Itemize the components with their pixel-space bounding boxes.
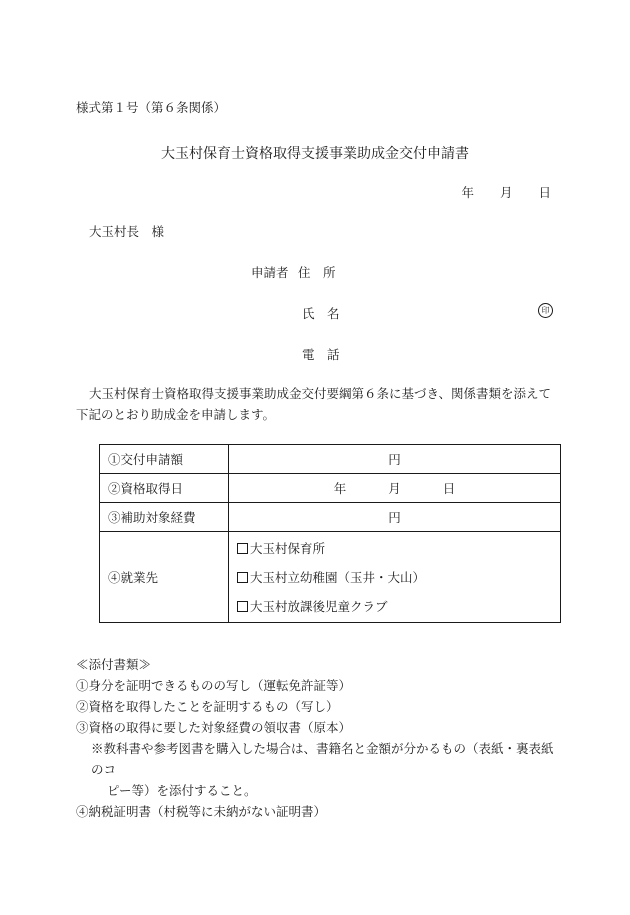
eligible-expense-label: ③補助対象経費	[100, 503, 229, 532]
table-row	[100, 503, 561, 532]
date-year: 年	[461, 185, 474, 200]
qual-day: 日	[442, 481, 456, 496]
form-number: 様式第１号（第６条関係）	[76, 100, 227, 115]
amount-label: ①交付申請額	[100, 445, 229, 474]
date-month: 月	[499, 185, 513, 200]
qualification-date-field[interactable]	[229, 474, 561, 503]
option-label: 大玉村立幼稚園（玉井・大山）	[250, 569, 426, 585]
attachments-section	[76, 654, 561, 822]
attachments-header: ≪添付書類≫	[76, 657, 152, 672]
application-details-table	[99, 444, 561, 623]
yen-unit: 円	[388, 452, 401, 467]
option-label: 大玉村放課後児童クラブ	[250, 598, 388, 614]
checkbox-icon[interactable]	[237, 543, 248, 554]
option-label: 大玉村保育所	[250, 540, 326, 556]
seal-mark: 印	[538, 303, 553, 318]
applicant-label: 申請者	[251, 265, 289, 280]
attachment-item-1: ①身分を証明できるものの写し（運転免許証等）	[76, 678, 352, 693]
table-row	[100, 474, 561, 503]
page-title: 大玉村保育士資格取得支援事業助成金交付申請書	[161, 146, 469, 162]
checkbox-icon[interactable]	[237, 572, 248, 583]
addressee: 大玉村長 様	[89, 224, 165, 239]
checkbox-icon[interactable]	[237, 601, 248, 612]
date-day: 日	[538, 185, 551, 200]
attachment-note-line-1: ※教科書や参考図書を購入した場合は、書籍名と金額が分かるもの（表紙・裏表紙のコ	[91, 741, 554, 777]
workplace-option-afterschool[interactable]	[237, 592, 552, 621]
attachment-item-4: ④納税証明書（村税等に未納がない証明書）	[76, 804, 327, 819]
workplace-label: ④就業先	[100, 532, 229, 623]
table-row	[100, 445, 561, 474]
qualification-date-label: ②資格取得日	[100, 474, 229, 503]
name-label: 氏 名	[302, 306, 340, 321]
workplace-options	[229, 532, 561, 623]
qual-month: 月	[388, 481, 401, 496]
application-statement: 大玉村保育士資格取得支援事業助成金交付要綱第６条に基づき、関係書類を添えて下記のとおり助成金を申請します。	[76, 386, 552, 422]
workplace-option-kindergarten[interactable]	[237, 563, 552, 592]
attachment-item-2: ②資格を取得したことを証明するもの（写し）	[76, 699, 339, 714]
attachment-note-line-2: ピー等）を添付すること。	[107, 783, 257, 798]
yen-unit: 円	[388, 510, 401, 525]
attachment-item-3: ③資格の取得に要した対象経費の領収書（原本）	[76, 720, 352, 735]
address-label: 住 所	[298, 265, 336, 280]
amount-field[interactable]	[229, 445, 561, 474]
eligible-expense-field[interactable]	[229, 503, 561, 532]
application-date	[461, 183, 551, 201]
phone-label: 電 話	[302, 347, 340, 362]
qual-year: 年	[333, 481, 347, 496]
workplace-option-nursery[interactable]	[237, 534, 552, 563]
table-row	[100, 532, 561, 623]
